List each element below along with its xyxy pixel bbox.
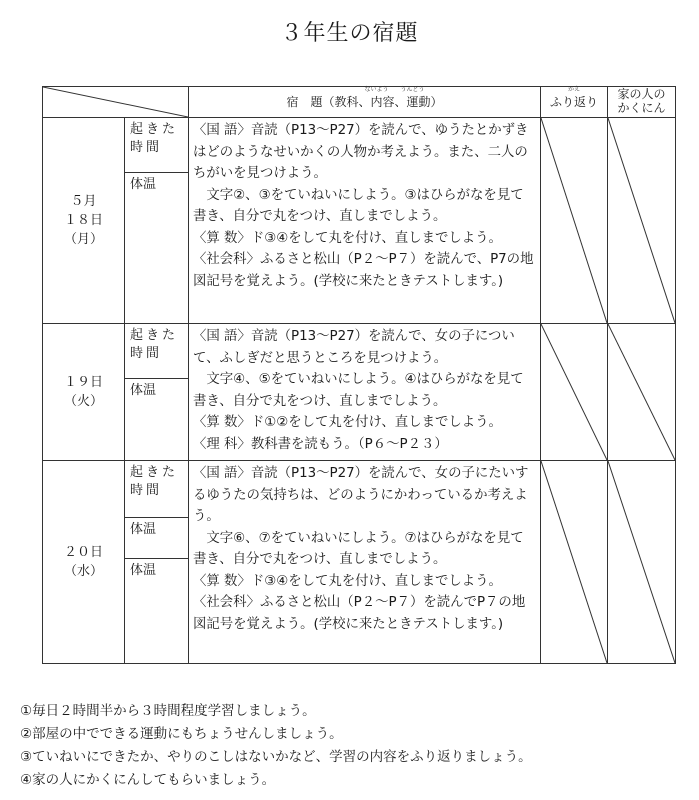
wake-time-label: 起きた 時間: [130, 122, 179, 155]
homework-text: 〈国 語〉音読（P13～P27）を読んで、ゆうたとかずきはどのようなせいかくの人物か考えよう。また、二人のちがいを見つけよう。 文字②、③をていねいにしよう。③はひらがなを見て書き、自分で丸をつけ、直しまでしよう。 〈算 数〉ド③④をして丸を付け、直しまでしよう。 〈社会科〉ふるさと松山（P２～P７）を読んで、P7の地図記号を覚えよう。(学校に来たときテストします。): [193, 123, 534, 289]
reflect-cell[interactable]: [541, 324, 608, 461]
page-title: ３年生の宿題: [280, 21, 419, 46]
day-row: [43, 324, 676, 379]
family-check-cell[interactable]: [608, 461, 676, 664]
header-family-label: 家の人の かくにん: [617, 87, 666, 115]
family-check-cell[interactable]: [608, 324, 676, 461]
reflect-cell[interactable]: [541, 461, 608, 664]
note-item: ①毎日２時間半から３時間程度学習しましょう。: [20, 703, 316, 719]
date-cell: [43, 118, 125, 324]
header-reflect-label: ふり返り: [549, 95, 598, 109]
date-cell: [43, 324, 125, 461]
family-diagonal: [608, 461, 675, 663]
table-header-row: [43, 87, 676, 118]
temperature-label: 体温: [130, 563, 157, 578]
header-corner-cell: [43, 87, 189, 118]
header-reflect-ruby: かえ: [567, 86, 580, 93]
temperature-cell[interactable]: [125, 518, 189, 559]
homework-text: 〈国 語〉音読（P13～P27）を読んで、女の子について、ふしぎだと思うところを見つけよう。 文字④、⑤をていねいにしよう。④はひらがなを見て書き、自分で丸をつけ、直しまでしよう。 〈算 数〉ド①②をして丸を付け、直しまでしよう。 〈理 科〉教科書を読もう。（P６～P２３）: [193, 329, 524, 452]
date-label: ２０日 （水）: [63, 545, 103, 579]
note-item: ②部屋の中でできる運動にもちょうせんしましょう。: [20, 726, 343, 742]
day-row: [43, 461, 676, 518]
temperature-label: 体温: [130, 177, 157, 192]
date-cell: [43, 461, 125, 664]
temperature-cell[interactable]: [125, 559, 189, 664]
family-diagonal: [608, 324, 675, 460]
header-homework-ruby: ないよう うんどう: [364, 86, 425, 93]
wake-time-cell[interactable]: [125, 461, 189, 518]
header-homework: [189, 87, 541, 118]
corner-diagonal: [43, 87, 188, 117]
date-label: １９日 （火）: [63, 375, 103, 409]
header-homework-label: 宿 題（教科、内容、運動）: [286, 95, 443, 109]
note-item: ④家の人にかくにんしてもらいましょう。: [20, 772, 276, 788]
note-item: ③ていねいにできたか、やりのこしはないかなど、学習の内容をふり返りましょう。: [20, 749, 532, 765]
family-check-cell[interactable]: [608, 118, 676, 324]
wake-time-cell[interactable]: [125, 324, 189, 379]
homework-content: [189, 324, 541, 461]
date-label: ５月 １８日 （月）: [63, 194, 103, 247]
homework-text: 〈国 語〉音読（P13～P27）を読んで、女の子にたいするゆうたの気持ちは、どのようにかわっているか考えよう。 文字⑥、⑦をていねいにしよう。⑦はひらがなを見て書き、自分で丸をつけ、直しまでしよう。 〈算 数〉ド③④をして丸を付け、直しまでしよう。 〈社会科〉ふるさと松山（P２～P７）を読んでP７の地図記号を覚えよう。(学校に来たときテストします。): [193, 466, 529, 632]
header-reflect: [541, 87, 608, 118]
wake-time-label: 起きた 時間: [130, 328, 179, 361]
day-row: [43, 118, 676, 173]
homework-content: [189, 461, 541, 664]
temperature-cell[interactable]: [125, 173, 189, 324]
homework-content: [189, 118, 541, 324]
header-family-check: [608, 87, 676, 118]
temperature-label: 体温: [130, 522, 157, 537]
reflect-diagonal: [541, 324, 607, 460]
temperature-cell[interactable]: [125, 379, 189, 461]
notes-list: [20, 700, 532, 792]
family-diagonal: [608, 118, 675, 323]
reflect-diagonal: [541, 461, 607, 663]
reflect-cell[interactable]: [541, 118, 608, 324]
homework-table: [42, 86, 676, 664]
wake-time-cell[interactable]: [125, 118, 189, 173]
temperature-label: 体温: [130, 383, 157, 398]
wake-time-label: 起きた 時間: [130, 465, 179, 498]
reflect-diagonal: [541, 118, 607, 323]
